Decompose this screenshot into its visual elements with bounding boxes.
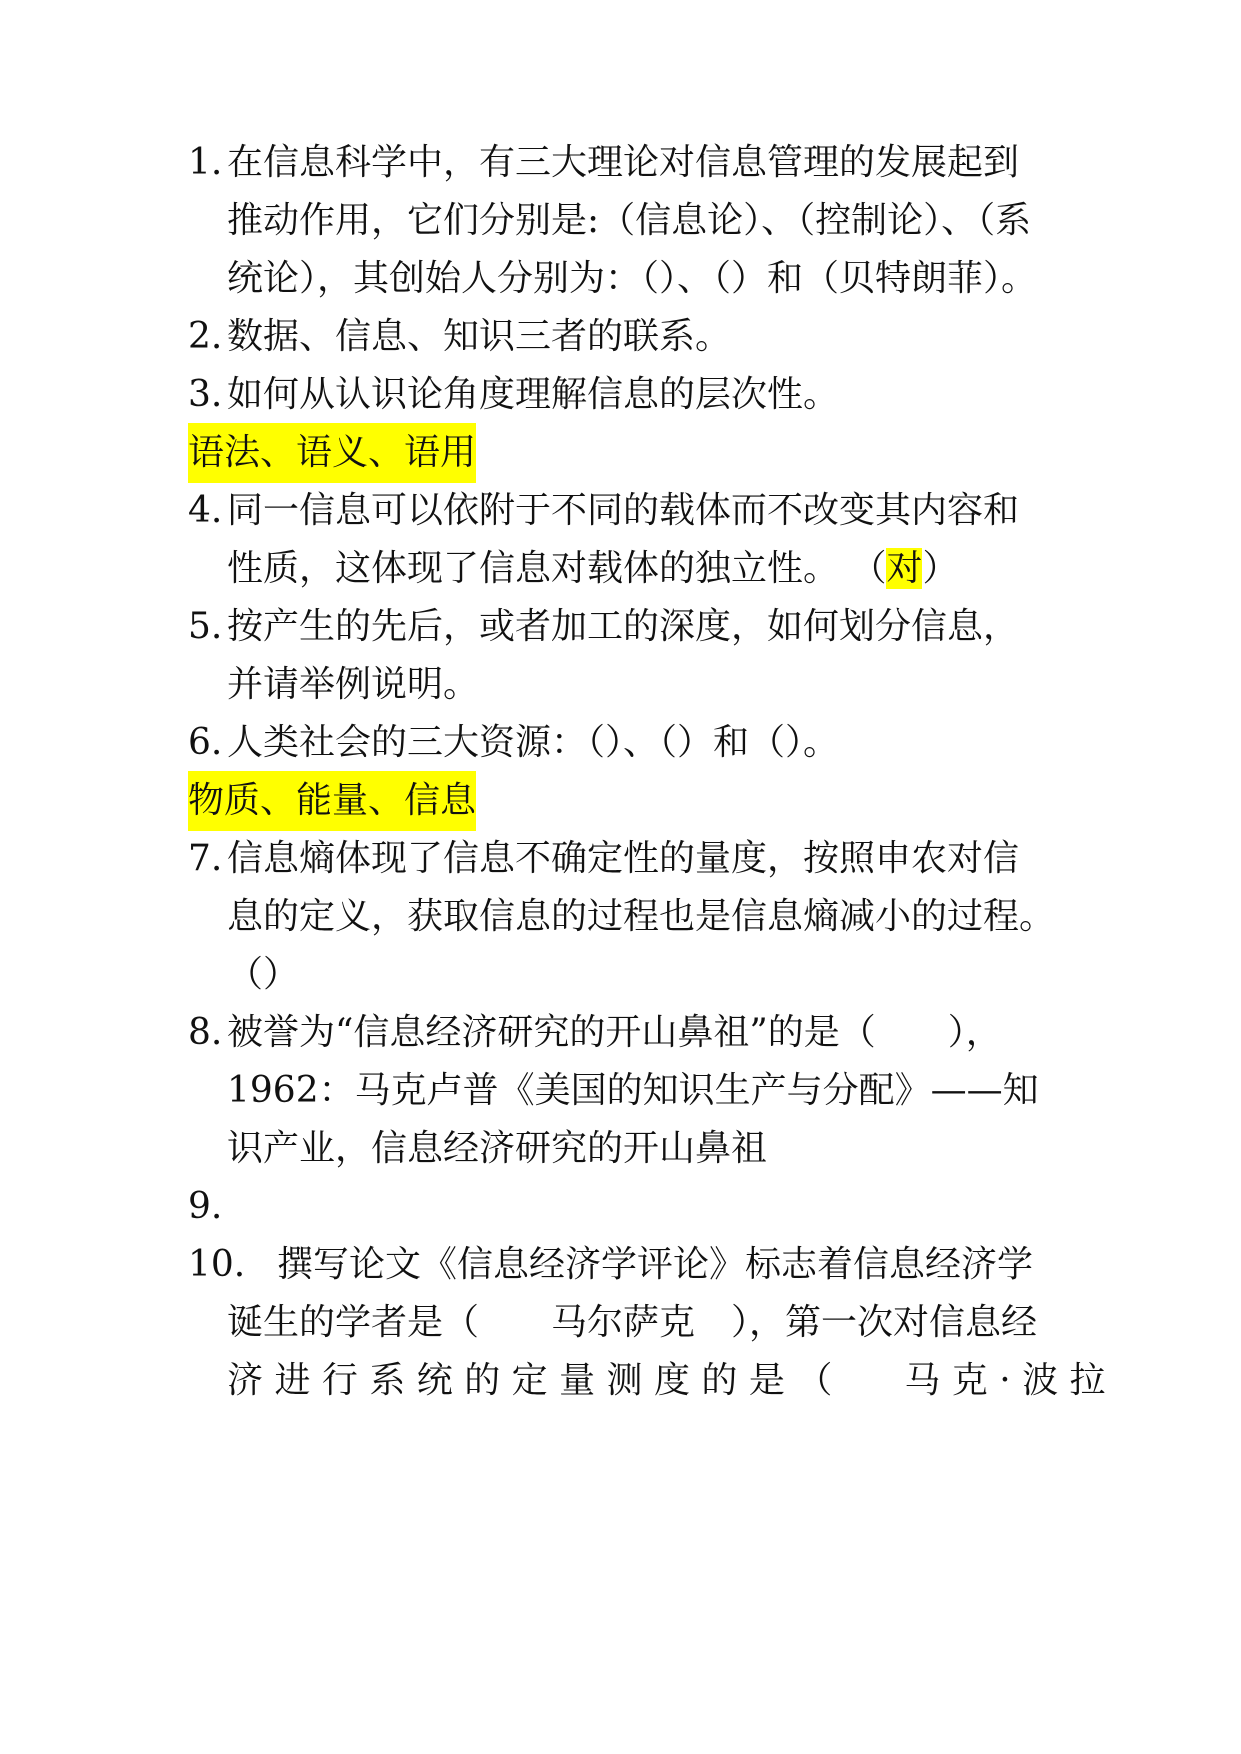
item-text: 推动作用，它们分别是:（信息论）、（控制论）、（系 (227, 200, 1032, 241)
item-text: 1962：马克卢普《美国的知识生产与分配》——知 (227, 1070, 1039, 1111)
item-number: 2. (188, 316, 223, 357)
item-text: 数据、信息、知识三者的联系。 (227, 316, 732, 357)
item-text (227, 539, 958, 599)
item-text: 如何从认识论角度理解信息的层次性。 (227, 374, 840, 415)
item-text: （） (227, 954, 300, 995)
item-text: 息的定义，获取信息的过程也是信息熵减小的过程。 (227, 896, 1056, 937)
item-number: 8. (188, 1012, 223, 1053)
highlighted-answer: 语法、语义、语用 (188, 423, 476, 483)
item-text-part: ） (922, 548, 959, 589)
item-number: 9. (188, 1186, 223, 1227)
item-text: 诞生的学者是（ 马尔萨克 ），第一次对信息经 (227, 1302, 1038, 1343)
item-text: 统论），其创始人分别为：（）、（）和（贝特朗菲）。 (227, 258, 1038, 299)
item-number: 7. (188, 838, 223, 879)
item-text: 在信息科学中，有三大理论对信息管理的发展起到 (227, 142, 1020, 183)
highlighted-answer: 对 (886, 548, 923, 589)
item-text: 按产生的先后，或者加工的深度，如何划分信息， (227, 606, 1020, 647)
item-text: 撰写论文《信息经济学评论》标志着信息经济学 (277, 1244, 1034, 1285)
item-text: 同一信息可以依附于不同的载体而不改变其内容和 (227, 490, 1020, 531)
item-number: 3. (188, 374, 223, 415)
item-number: 1. (188, 142, 223, 183)
item-text: 信息熵体现了信息不确定性的量度，按照申农对信 (227, 838, 1020, 879)
item-number: 6. (188, 722, 223, 763)
item-number: 5. (188, 606, 223, 647)
item-number: 10. (188, 1244, 246, 1285)
item-text: 被誉为“信息经济研究的开山鼻祖”的是（ ）， (227, 1012, 1002, 1053)
highlighted-answer: 物质、能量、信息 (188, 771, 476, 831)
item-text: 济 进 行 系 统 的 定 量 测 度 的 是 （ 马 克 · 波 拉 (227, 1360, 1106, 1401)
item-text: 人类社会的三大资源：（）、（）和（）。 (227, 722, 840, 763)
item-text: 识产业，信息经济研究的开山鼻祖 (227, 1128, 768, 1169)
item-number: 4. (188, 490, 223, 531)
item-text: 并请举例说明。 (227, 664, 480, 705)
item-text-part: 性质，这体现了信息对载体的独立性。 （ (227, 548, 887, 589)
